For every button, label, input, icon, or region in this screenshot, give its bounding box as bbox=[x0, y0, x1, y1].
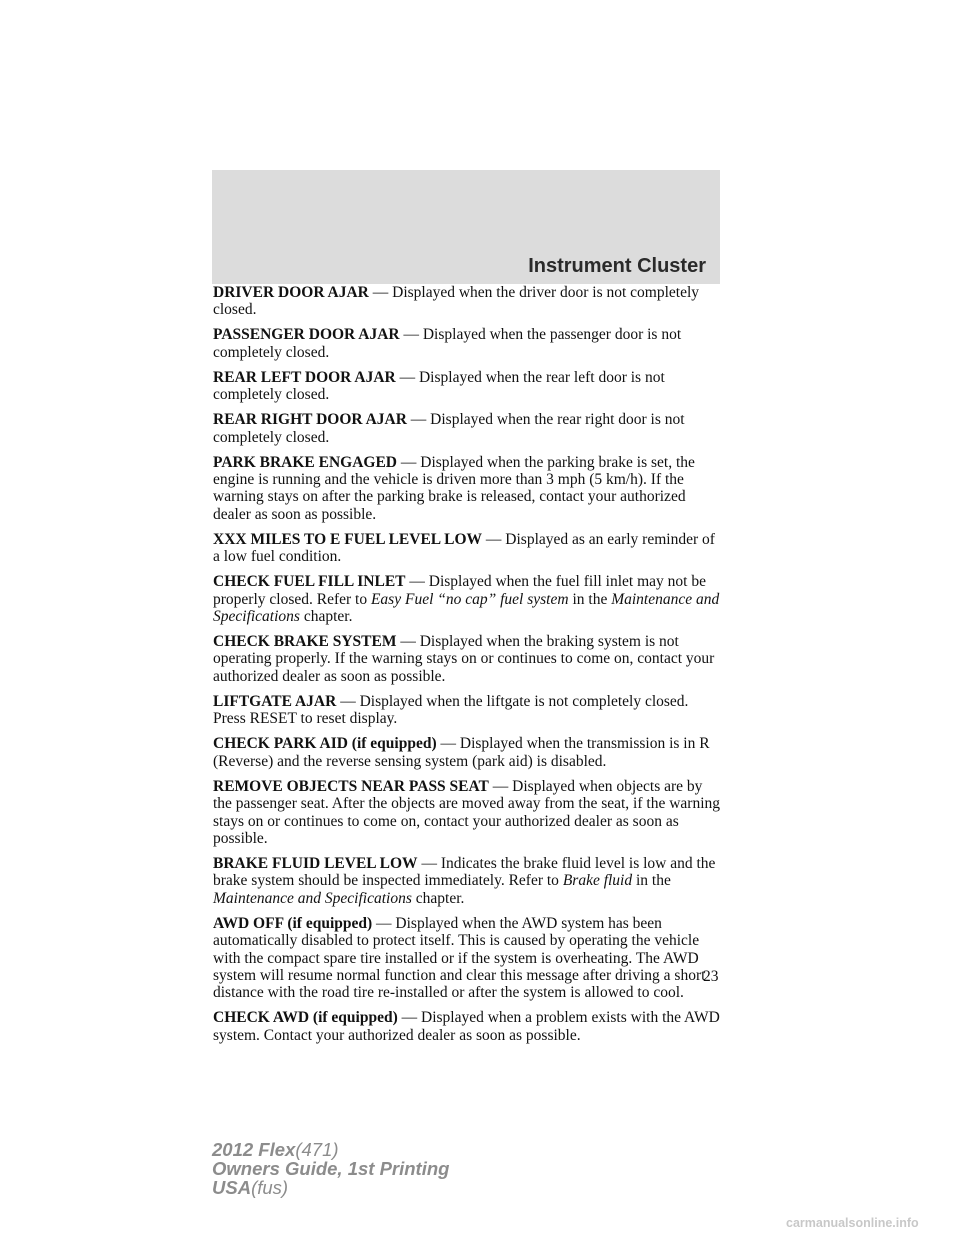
entry-term: DRIVER DOOR AJAR bbox=[213, 284, 369, 301]
entry-term: XXX MILES TO E FUEL LEVEL LOW bbox=[213, 530, 483, 548]
footer-line-market bbox=[212, 1178, 449, 1197]
entry-remove-objects-near-pass-seat bbox=[213, 778, 723, 848]
entry-text: — Displayed when the driver door is not completely closed. bbox=[213, 284, 700, 319]
page-number: 23 bbox=[703, 968, 719, 985]
entry-text: — Displayed when the transmission is in R (Reverse) and the reverse sensing system (park aid) is disabled. bbox=[213, 735, 710, 770]
entry-text: — Displayed when the fuel fill inlet may not be properly closed. Refer to bbox=[213, 573, 706, 608]
watermark-link[interactable]: carmanualsonline.info bbox=[786, 1216, 919, 1230]
entry-text: — Displayed when the liftgate is not completely closed. Press RESET to reset display. bbox=[213, 692, 689, 728]
entry-term: AWD OFF (if equipped) bbox=[213, 914, 373, 932]
entry-check-fuel-fill-inlet bbox=[213, 573, 723, 625]
entry-text: chapter. bbox=[411, 889, 465, 907]
entry-term: CHECK BRAKE SYSTEM bbox=[213, 633, 397, 651]
print-footer bbox=[212, 1140, 449, 1197]
entry-term: REAR LEFT DOOR AJAR bbox=[213, 368, 396, 386]
entry-brake-fluid-level-low bbox=[213, 855, 723, 907]
entry-text: — Displayed when the AWD system has been automatically disabled to protect itself. This is caused by operating the vehicle with the compact spare tire installed or if the system is overheating. The AWD system will resume normal function and clear this message after driving a short distance with the road tire re-installed or after the system is allowed to cool. bbox=[213, 914, 706, 1002]
entry-awd-off bbox=[213, 915, 723, 1002]
footer-market-code: (fus) bbox=[251, 1177, 289, 1198]
entry-text: in the bbox=[632, 872, 671, 890]
header-band bbox=[212, 170, 720, 284]
entry-text: — Displayed when objects are by the passenger seat. After the objects are moved away from the seat, if the warning stays on or continues to come on, contact your authorized dealer as soon as possible. bbox=[213, 777, 721, 847]
entry-text: — Displayed as an early reminder of a low fuel condition. bbox=[213, 530, 715, 566]
entry-text: — Displayed when the rear left door is not completely closed. bbox=[213, 368, 665, 404]
entry-text: chapter. bbox=[299, 608, 353, 626]
footer-market: USA bbox=[212, 1177, 252, 1198]
entry-check-awd bbox=[213, 1009, 723, 1044]
entry-check-park-aid bbox=[213, 735, 723, 770]
entry-text: — Displayed when the rear right door is not completely closed. bbox=[213, 411, 685, 446]
entry-term: CHECK PARK AID (if equipped) bbox=[213, 735, 437, 753]
entry-text: — Displayed when the braking system is not operating properly. If the warning stays on or continues to come on, contact your authorized dealer as soon as possible. bbox=[213, 633, 715, 685]
entry-reference: Maintenance and Specifications bbox=[213, 889, 412, 907]
entry-reference: Brake fluid bbox=[562, 872, 633, 890]
entry-check-brake-system bbox=[213, 633, 723, 685]
footer-model-code: (471) bbox=[295, 1139, 339, 1160]
entry-passenger-door-ajar bbox=[213, 326, 723, 361]
entry-text: — Displayed when a problem exists with the AWD system. Contact your authorized dealer as soon as possible. bbox=[213, 1009, 720, 1044]
content-body bbox=[213, 284, 723, 1052]
entry-text: in the bbox=[568, 590, 612, 608]
entry-term: PASSENGER DOOR AJAR bbox=[213, 326, 400, 344]
entry-term: PARK BRAKE ENGAGED bbox=[213, 453, 398, 471]
entry-driver-door-ajar bbox=[213, 284, 723, 319]
entry-liftgate-ajar bbox=[213, 693, 723, 728]
entry-term: REAR RIGHT DOOR AJAR bbox=[213, 411, 407, 429]
entry-term: BRAKE FLUID LEVEL LOW bbox=[213, 854, 418, 872]
entry-term: LIFTGATE AJAR bbox=[213, 692, 337, 710]
entry-reference: Easy Fuel “no cap” fuel system bbox=[370, 590, 569, 608]
footer-line-printing bbox=[212, 1159, 449, 1178]
entry-reference: Maintenance and Specifications bbox=[213, 590, 720, 626]
entry-text: — Indicates the brake fluid level is low and the brake system should be inspected immediately. Refer to bbox=[213, 854, 716, 890]
entry-rear-left-door-ajar bbox=[213, 369, 723, 404]
entry-term: REMOVE OBJECTS NEAR PASS SEAT bbox=[213, 777, 489, 795]
footer-printing: Owners Guide, 1st Printing bbox=[212, 1158, 450, 1179]
entry-text: — Displayed when the passenger door is not completely closed. bbox=[213, 326, 682, 361]
entry-rear-right-door-ajar bbox=[213, 411, 723, 446]
entry-term: CHECK FUEL FILL INLET bbox=[213, 573, 406, 591]
entry-fuel-level-low bbox=[213, 531, 723, 566]
entry-text: — Displayed when the parking brake is set, the engine is running and the vehicle is driven more than 3 mph (5 km/h). If the warning stays on after the parking brake is released, contact your authorized dealer as soon as possible. bbox=[213, 453, 695, 523]
entry-term: CHECK AWD (if equipped) bbox=[213, 1009, 398, 1027]
section-title: Instrument Cluster bbox=[528, 255, 706, 277]
entry-park-brake-engaged bbox=[213, 454, 723, 524]
footer-line-model bbox=[212, 1140, 449, 1159]
footer-model: 2012 Flex bbox=[212, 1139, 296, 1160]
